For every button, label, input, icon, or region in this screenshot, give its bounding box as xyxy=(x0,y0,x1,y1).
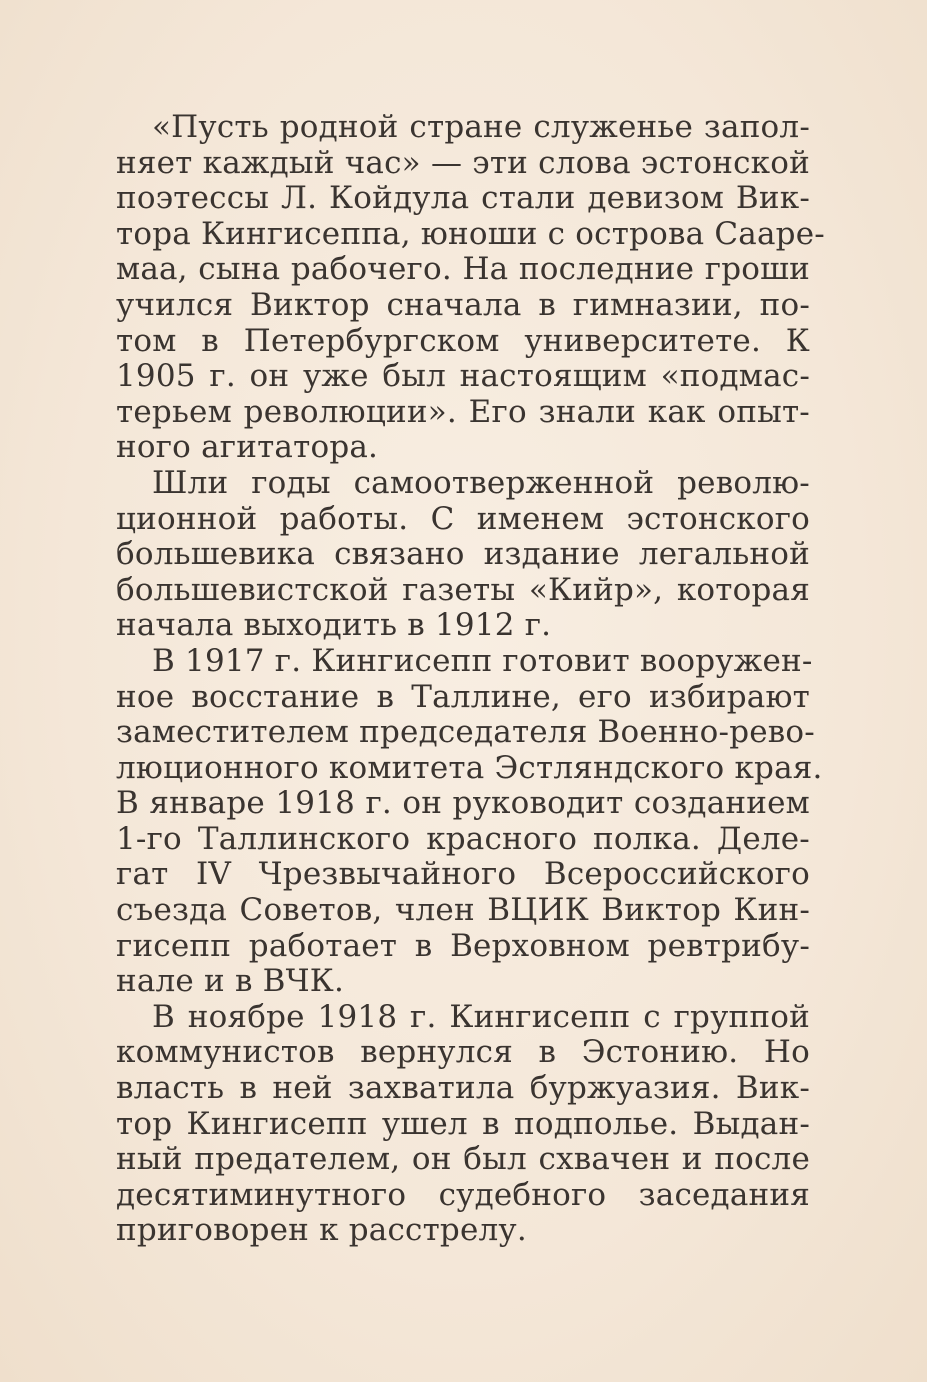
text-line: 1905 г. он уже был настоящим «подмас- xyxy=(116,358,810,395)
text-line: Шли годы самоотверженной револю- xyxy=(152,464,810,501)
text-line: тор Кингисепп ушел в подполье. Выдан- xyxy=(116,1105,810,1142)
text-line: власть в ней захватила буржуазия. Вик- xyxy=(116,1070,810,1107)
text-line: В январе 1918 г. он руководит созданием xyxy=(116,785,810,822)
text-line: маа, сына рабочего. На последние гроши xyxy=(116,251,810,288)
text-line: В ноябре 1918 г. Кингисепп с группой xyxy=(152,998,810,1035)
text-line: коммунистов вернулся в Эстонию. Но xyxy=(116,1034,810,1071)
text-line: ный предателем, он был схвачен и после xyxy=(116,1141,810,1178)
text-line: том в Петербургском университете. К xyxy=(116,322,810,359)
text-line: начала выходить в 1912 г. xyxy=(116,607,552,644)
text-line: приговорен к расстрелу. xyxy=(116,1212,527,1249)
text-line: 1-го Таллинского красного полка. Деле- xyxy=(116,820,810,857)
text-line: тора Кингисеппа, юноши с острова Сааре- xyxy=(116,215,825,252)
text-line: люционного комитета Эстляндского края. xyxy=(116,749,823,786)
text-line: нале и в ВЧК. xyxy=(116,963,345,1000)
text-line: В 1917 г. Кингисепп готовит вооружен- xyxy=(152,642,813,679)
text-line: ное восстание в Таллине, его избирают xyxy=(116,678,810,715)
text-line: ционной работы. С именем эстонского xyxy=(116,500,810,537)
text-line: гат IV Чрезвычайного Всероссийского xyxy=(116,856,810,893)
text-line: заместителем председателя Военно-рево- xyxy=(116,714,815,751)
paragraph-2 xyxy=(116,466,810,644)
text-line: большевистской газеты «Кийр», которая xyxy=(116,571,810,608)
text-line: ного агитатора. xyxy=(116,429,379,466)
text-line: «Пусть родной стране служенье запол- xyxy=(152,109,810,145)
paragraph-4 xyxy=(116,1000,810,1249)
text-line: десятиминутного судебного заседания xyxy=(116,1176,810,1213)
text-line: гисепп работает в Верховном ревтрибу- xyxy=(116,927,810,964)
text-line: съезда Советов, член ВЦИК Виктор Кин- xyxy=(116,892,810,929)
body-text xyxy=(116,109,825,1249)
text-line: поэтессы Л. Койдула стали девизом Вик- xyxy=(116,180,810,217)
paragraph-3 xyxy=(116,642,823,1000)
text-line: учился Виктор сначала в гимназии, по- xyxy=(116,286,810,323)
paragraph-1 xyxy=(116,109,825,466)
text-line: большевика связано издание легальной xyxy=(116,536,810,573)
text-line: терьем революции». Его знали как опыт- xyxy=(116,393,810,430)
text-line: няет каждый час» — эти слова эстонской xyxy=(116,144,810,181)
